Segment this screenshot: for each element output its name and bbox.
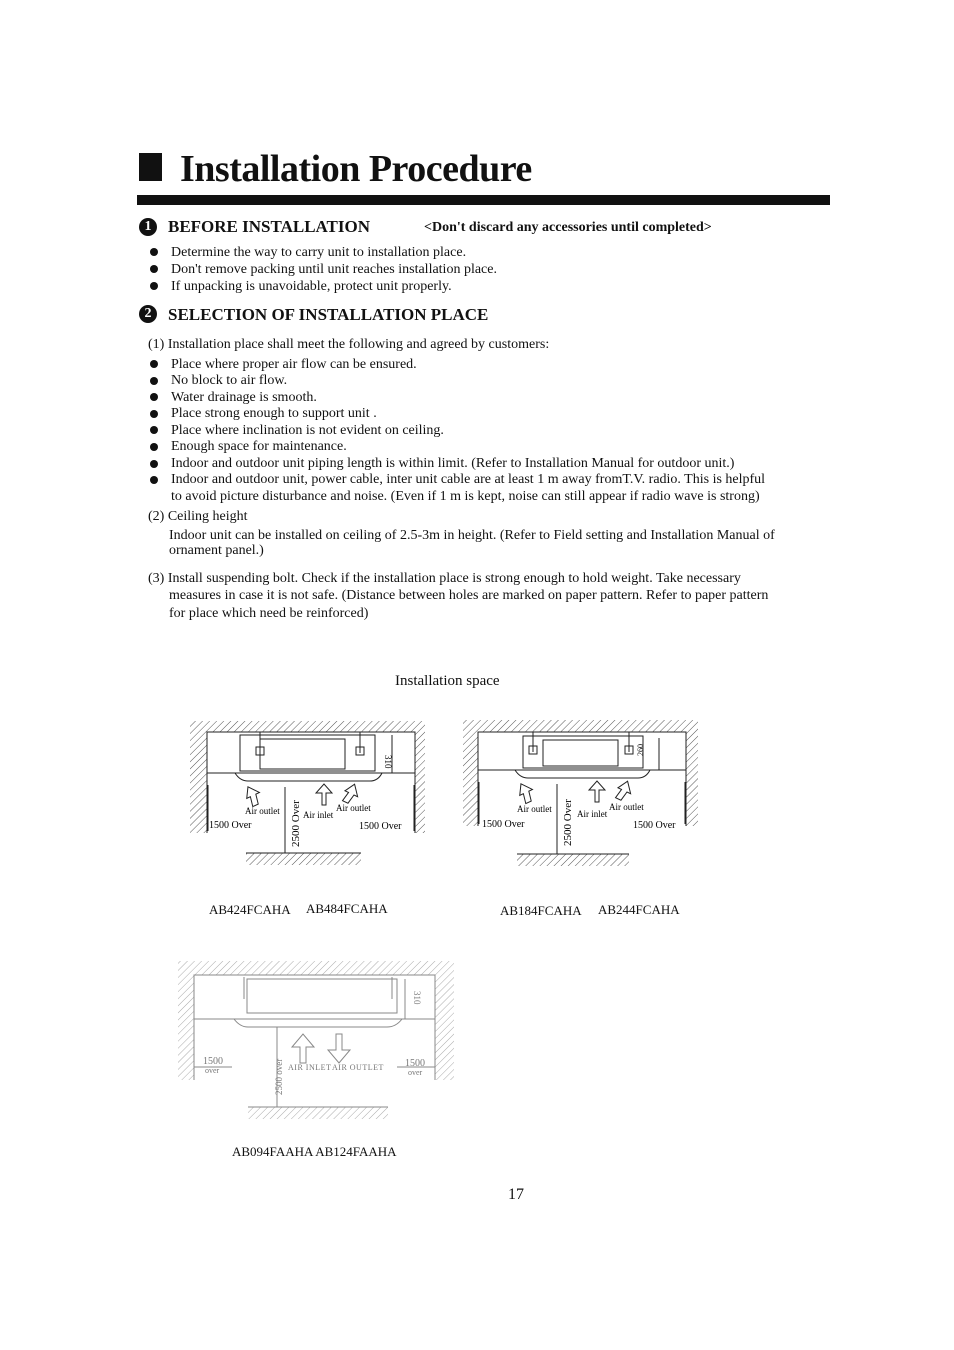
indoor-unit-body [247, 979, 397, 1013]
air-outlet-label: AIR OUTLET [332, 1063, 384, 1072]
bullet-dot [150, 360, 158, 368]
bullet-dot [150, 443, 158, 451]
air-outlet-arrow [243, 783, 264, 807]
bullet-text: Water drainage is smooth. [171, 390, 317, 405]
title-rule [137, 195, 830, 205]
item3-text: for place which need be reinforced) [169, 606, 369, 621]
decorative-panel [234, 1019, 402, 1027]
floor-clearance-label: 2500 Over [290, 800, 302, 847]
bullet-dot [150, 460, 158, 468]
air-inlet-arrow [292, 1034, 314, 1063]
height-dimension: 260 [636, 744, 645, 756]
air-inlet-label: AIR INLET [288, 1063, 332, 1072]
model-label: AB094FAAHA AB124FAAHA [232, 1144, 397, 1159]
bullet-text: Place where inclination is not evident on ceiling. [171, 423, 444, 438]
air-outlet-label: Air outlet [517, 804, 552, 814]
left-clearance-number: 1500 [203, 1056, 223, 1067]
air-outlet-arrow [516, 780, 537, 804]
installation-diagram-1 [180, 715, 435, 875]
bullet-dot [150, 248, 158, 256]
left-clearance-label: 1500 Over [209, 820, 252, 831]
floor-clearance-label: 2500 over [274, 1058, 284, 1095]
bullet-dot [150, 393, 158, 401]
bullet-dot [150, 476, 158, 484]
bullet-text: Place where proper air flow can be ensured. [171, 357, 417, 372]
left-clearance-label: 1500 Over [482, 819, 525, 830]
floor-hatch [248, 1107, 388, 1119]
section-number-2: 2 [139, 305, 157, 323]
air-outlet-label: Air outlet [245, 806, 280, 816]
air-outlet-label: Air outlet [609, 802, 644, 812]
model-label: AB424FCAHA [209, 902, 291, 917]
bullet-text: Enough space for maintenance. [171, 439, 347, 454]
model-label: AB484FCAHA [306, 901, 388, 916]
installation-diagram-3 [172, 955, 462, 1130]
bullet-text: No block to air flow. [171, 373, 288, 388]
bullet-text: Don't remove packing until unit reaches installation place. [171, 262, 497, 277]
bullet-text: Indoor and outdoor unit piping length is within limit. (Refer to Installation Manual for outdoor unit.) [171, 456, 735, 471]
item3-text: (3) Install suspending bolt. Check if the installation place is strong enough to hold weight. Take necessary [148, 571, 741, 586]
bullet-dot [150, 282, 158, 290]
air-inlet-arrow [589, 781, 605, 802]
floor-clearance-label: 2500 Over [562, 799, 574, 846]
floor-hatch [517, 854, 629, 866]
item2-text: Indoor unit can be installed on ceiling of 2.5-3m in height. (Refer to Field setting and Installation Manual of [169, 528, 775, 543]
section-heading-before-installation: BEFORE INSTALLATION [168, 217, 370, 236]
page-title: Installation Procedure [180, 148, 532, 190]
left-clearance-word: over [205, 1066, 220, 1075]
height-dimension: 310 [412, 991, 422, 1005]
air-inlet-arrow [316, 784, 332, 805]
bullet-text: Indoor and outdoor unit, power cable, inter unit cable are at least 1 m away fromT.V. radio. This is helpful [171, 472, 766, 487]
bullet-text: Place strong enough to support unit . [171, 406, 377, 421]
bullet-text: If unpacking is unavoidable, protect unit properly. [171, 279, 452, 294]
bullet-dot [150, 265, 158, 273]
section-number-1: 1 [139, 218, 157, 236]
bullet-continuation: to avoid picture disturbance and noise. (Even if 1 m is kept, noise can still appear if radio wave is strong) [171, 489, 760, 504]
right-clearance-label: 1500 Over [633, 820, 676, 831]
air-outlet-arrow [328, 1034, 350, 1063]
page-number: 17 [508, 1186, 524, 1203]
item1-intro: (1) Installation place shall meet the following and agreed by customers: [148, 337, 550, 352]
right-clearance-word: over [408, 1068, 423, 1077]
bullet-dot [150, 377, 158, 385]
bullet-text: Determine the way to carry unit to installation place. [171, 245, 467, 260]
section-heading-selection: SELECTION OF INSTALLATION PLACE [168, 305, 489, 324]
figure-caption: Installation space [395, 673, 500, 689]
right-clearance-label: 1500 Over [359, 821, 402, 832]
model-label: AB244FCAHA [598, 902, 680, 917]
height-dimension: 310 [383, 755, 393, 769]
air-inlet-label: Air inlet [577, 809, 608, 819]
right-clearance-number: 1500 [405, 1058, 425, 1069]
accessories-note: <Don't discard any accessories until completed> [424, 220, 712, 235]
decorative-panel [235, 773, 382, 781]
floor-hatch [246, 853, 361, 865]
installation-diagram-2 [453, 712, 708, 872]
item2-text: ornament panel.) [169, 543, 264, 558]
bullet-dot [150, 426, 158, 434]
item2-heading: (2) Ceiling height [148, 509, 248, 524]
bullet-dot [150, 410, 158, 418]
decorative-panel [515, 770, 650, 778]
item3-text: measures in case it is not safe. (Distance between holes are marked on paper pattern. Refer to paper pattern [169, 588, 769, 603]
title-marker [139, 153, 162, 181]
air-outlet-label: Air outlet [336, 803, 371, 813]
air-inlet-label: Air inlet [303, 810, 334, 820]
air-outlet-arrow [614, 779, 635, 803]
model-label: AB184FCAHA [500, 903, 582, 918]
